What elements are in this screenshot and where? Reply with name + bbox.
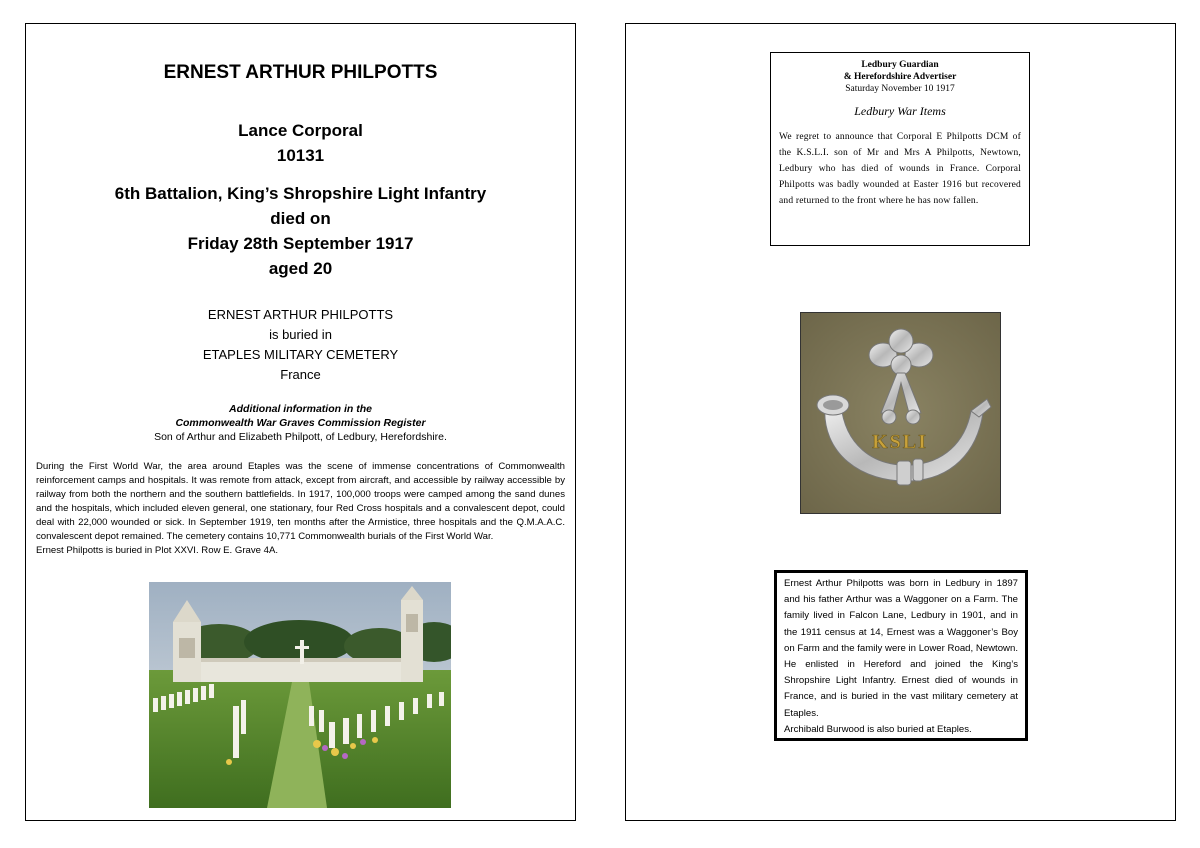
bugle-badge-icon bbox=[801, 313, 1000, 513]
newspaper-header bbox=[771, 59, 1029, 95]
cemetery-photo-image bbox=[149, 582, 451, 808]
right-page bbox=[625, 23, 1176, 821]
rank: Lance Corporal bbox=[238, 121, 363, 140]
cemetery-name: ETAPLES MILITARY CEMETERY bbox=[202, 347, 399, 362]
service-number: 10131 bbox=[276, 146, 325, 165]
newspaper-body: We regret to announce that Corporal E Philpotts DCM of the K.S.L.I. son of Mr and Mrs A Philpotts, Newtown, Ledbury who has died of wounds in France. Corporal Philpotts was badly wounded at Easter 1916 but recovered and returned to the front where he has now fallen. bbox=[779, 132, 1021, 206]
burial-name: ERNEST ARTHUR PHILPOTTS bbox=[207, 307, 394, 322]
badge-letters: KSLI bbox=[872, 431, 928, 453]
newspaper-title-2: & Herefordshire Advertiser bbox=[843, 72, 957, 82]
burial-block bbox=[26, 305, 575, 385]
age: aged 20 bbox=[268, 259, 333, 278]
history-paragraph: During the First World War, the area around Etaples was the scene of immense concentrations of Commonwealth reinforcement camps and hospitals. It was remote from attack, except from aircraft, and accessible by railway accessible by railway from both the northern and the southern battlefields. In 1917, 100,000 troops were camped among the sand dunes and the hospitals, which included eleven general, one stationary, four Red Cross hospitals and a convalescent depot, could deal with 22,000 wounded or sick. In September 1919, ten months after the Armistice, three hospitals and the Q.M.A.A.C. convalescent depot remained. The cemetery contains 10,771 Commonwealth burials of the First World War. bbox=[36, 461, 565, 542]
regimental-badge bbox=[800, 312, 1001, 514]
soldier-name-title: ERNEST ARTHUR PHILPOTTS bbox=[163, 62, 438, 83]
biography-text: Ernest Arthur Philpotts was born in Ledbury in 1897 and his father Arthur was a Waggoner on a Farm. The family lived in Falcon Lane, Ledbury in 1901, and in the 1911 census at 14, Ernest was a Waggoner’s Boy on Farm and the family were in Lower Road, Newtown. He enlisted in Hereford and joined the King’s Shropshire Light Infantry. Ernest died of wounds in France, and is buried in the vast military cemetery at Etaples. bbox=[784, 578, 1018, 719]
country: France bbox=[280, 367, 321, 382]
cwgc-note: Son of Arthur and Elizabeth Philpott, of Ledbury, Herefordshire. bbox=[154, 431, 447, 443]
cwgc-heading-2: Commonwealth War Graves Commission Register bbox=[175, 417, 426, 429]
rank-block bbox=[26, 118, 575, 168]
battalion-block bbox=[26, 181, 575, 281]
died-on-label: died on bbox=[270, 209, 331, 228]
biography-extra: Archibald Burwood is also buried at Etaples. bbox=[784, 723, 972, 735]
cemetery-photo bbox=[149, 582, 451, 808]
battalion: 6th Battalion, King’s Shropshire Light Infantry bbox=[114, 184, 487, 203]
left-page bbox=[25, 23, 576, 821]
death-date: Friday 28th September 1917 bbox=[187, 234, 414, 253]
newspaper-title-1: Ledbury Guardian bbox=[861, 60, 939, 70]
cwgc-block bbox=[26, 402, 575, 444]
newspaper-date: Saturday November 10 1917 bbox=[845, 84, 955, 94]
biography-box bbox=[774, 570, 1028, 741]
cemetery-history bbox=[36, 460, 565, 558]
newspaper-clipping bbox=[770, 52, 1030, 246]
cwgc-heading-1: Additional information in the bbox=[229, 403, 372, 415]
is-buried-in: is buried in bbox=[269, 327, 332, 342]
grave-location: Ernest Philpotts is buried in Plot XXVI. Row E. Grave 4A. bbox=[36, 545, 279, 556]
newspaper-section: Ledbury War Items bbox=[854, 104, 946, 118]
